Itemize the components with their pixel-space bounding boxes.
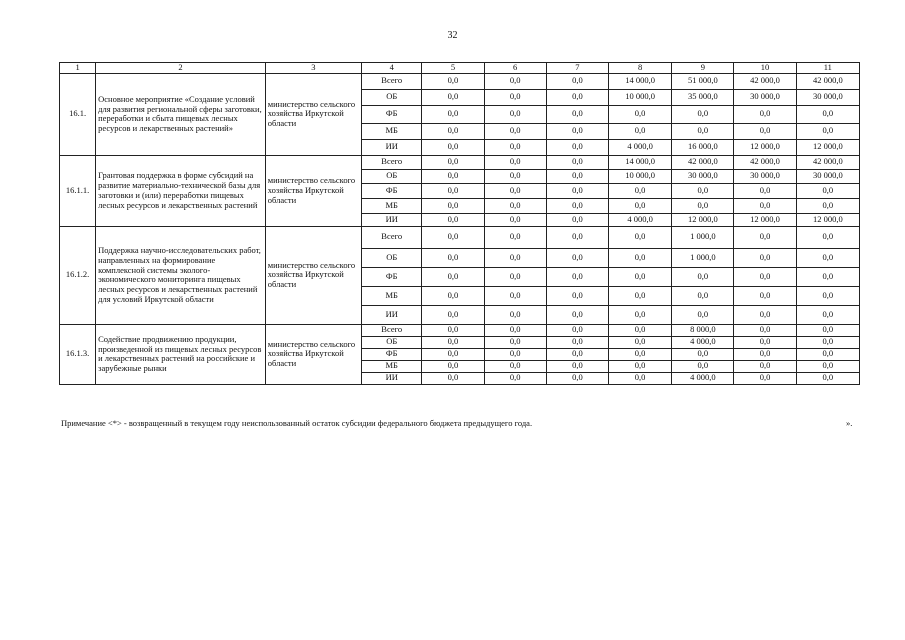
page-number: 32 (447, 30, 458, 41)
funding-value: 4 000,0 (608, 213, 671, 226)
funding-value: 0,0 (422, 372, 484, 384)
funding-value: 0,0 (734, 123, 796, 139)
funding-value: 0,0 (734, 286, 796, 305)
funding-value: 0,0 (422, 123, 484, 139)
funding-value: 35 000,0 (672, 89, 734, 105)
funding-value: 12 000,0 (796, 139, 859, 155)
funding-value: 0,0 (796, 123, 859, 139)
funding-value: 0,0 (546, 305, 608, 324)
funding-value: 0,0 (484, 105, 546, 123)
funding-value: 0,0 (484, 248, 546, 267)
funding-value: 42 000,0 (796, 155, 859, 169)
funding-value: 51 000,0 (672, 73, 734, 89)
funding-value: 0,0 (796, 248, 859, 267)
table-row (60, 324, 860, 336)
funding-value: 0,0 (734, 360, 796, 372)
funding-value: 0,0 (608, 286, 671, 305)
funding-value: 0,0 (672, 360, 734, 372)
column-header: 2 (96, 63, 266, 74)
funding-value: 0,0 (672, 286, 734, 305)
closing-quote-mark: ». (846, 418, 853, 428)
column-header: 4 (362, 63, 422, 74)
funding-value: 0,0 (608, 183, 671, 198)
funding-value: 8 000,0 (672, 324, 734, 336)
funding-value: 0,0 (608, 305, 671, 324)
funding-value: 0,0 (734, 324, 796, 336)
budget-table (59, 62, 860, 385)
funding-value: 0,0 (546, 89, 608, 105)
funding-value: 1 000,0 (672, 226, 734, 248)
funding-value: 0,0 (546, 336, 608, 348)
funding-value: 14 000,0 (608, 73, 671, 89)
funding-value: 0,0 (422, 360, 484, 372)
funding-value: 1 000,0 (672, 248, 734, 267)
funding-value: 0,0 (484, 123, 546, 139)
funding-source: МБ (362, 123, 422, 139)
funding-value: 0,0 (734, 248, 796, 267)
funding-value: 0,0 (796, 267, 859, 286)
funding-value: 4 000,0 (608, 139, 671, 155)
funding-value: 0,0 (796, 360, 859, 372)
measure-description: Основное мероприятие «Создание условий для развития региональной сферы заготовки, переработки и сбыта пищевых лесных ресурсов и лекарственных растений» (96, 73, 266, 155)
funding-value: 0,0 (546, 348, 608, 360)
funding-value: 0,0 (484, 89, 546, 105)
column-header: 9 (672, 63, 734, 74)
funding-value: 0,0 (484, 348, 546, 360)
funding-value: 0,0 (546, 169, 608, 183)
funding-value: 0,0 (484, 213, 546, 226)
funding-value: 0,0 (546, 324, 608, 336)
funding-value: 42 000,0 (796, 73, 859, 89)
funding-value: 0,0 (422, 226, 484, 248)
table-row (60, 155, 860, 169)
funding-value: 0,0 (422, 248, 484, 267)
funding-value: 0,0 (484, 372, 546, 384)
funding-value: 4 000,0 (672, 372, 734, 384)
funding-value: 0,0 (422, 73, 484, 89)
funding-source: ИИ (362, 305, 422, 324)
funding-value: 0,0 (546, 267, 608, 286)
funding-value: 0,0 (672, 183, 734, 198)
funding-value: 0,0 (422, 267, 484, 286)
funding-source: ИИ (362, 139, 422, 155)
funding-value: 0,0 (484, 169, 546, 183)
funding-value: 0,0 (546, 183, 608, 198)
measure-code: 16.1.1. (60, 155, 96, 226)
funding-value: 42 000,0 (734, 155, 796, 169)
funding-value: 0,0 (672, 123, 734, 139)
funding-source: МБ (362, 360, 422, 372)
funding-source: Всего (362, 73, 422, 89)
funding-value: 0,0 (608, 324, 671, 336)
funding-value: 0,0 (796, 336, 859, 348)
funding-source: ИИ (362, 213, 422, 226)
funding-value: 0,0 (484, 198, 546, 213)
column-header: 7 (546, 63, 608, 74)
funding-value: 0,0 (796, 286, 859, 305)
funding-value: 0,0 (796, 372, 859, 384)
funding-source: ФБ (362, 183, 422, 198)
funding-value: 0,0 (484, 286, 546, 305)
funding-value: 0,0 (608, 267, 671, 286)
funding-value: 0,0 (734, 183, 796, 198)
funding-value: 0,0 (734, 198, 796, 213)
table-body (60, 73, 860, 384)
responsible-executor: министерство сельского хозяйства Иркутской области (265, 155, 361, 226)
funding-value: 0,0 (546, 123, 608, 139)
column-header: 8 (608, 63, 671, 74)
measure-description: Грантовая поддержка в форме субсидий на развитие материально-технической базы для заготовки и (или) переработки пищевых лесных ресурсов и лекарственных растений (96, 155, 266, 226)
funding-value: 0,0 (796, 348, 859, 360)
funding-value: 10 000,0 (608, 169, 671, 183)
funding-value: 30 000,0 (796, 89, 859, 105)
funding-value: 0,0 (608, 248, 671, 267)
funding-value: 42 000,0 (672, 155, 734, 169)
funding-value: 0,0 (484, 267, 546, 286)
funding-value: 0,0 (484, 360, 546, 372)
funding-value: 0,0 (422, 336, 484, 348)
table-header (60, 63, 860, 74)
column-header: 3 (265, 63, 361, 74)
funding-value: 0,0 (672, 348, 734, 360)
funding-source: ОБ (362, 248, 422, 267)
responsible-executor: министерство сельского хозяйства Иркутской области (265, 324, 361, 384)
funding-value: 0,0 (796, 183, 859, 198)
funding-value: 42 000,0 (734, 73, 796, 89)
funding-value: 0,0 (422, 183, 484, 198)
funding-value: 0,0 (546, 248, 608, 267)
table-row (60, 73, 860, 89)
funding-value: 0,0 (734, 105, 796, 123)
funding-value: 12 000,0 (734, 139, 796, 155)
funding-value: 0,0 (422, 105, 484, 123)
column-header: 5 (422, 63, 484, 74)
funding-value: 12 000,0 (672, 213, 734, 226)
funding-value: 0,0 (608, 198, 671, 213)
funding-source: ФБ (362, 267, 422, 286)
funding-value: 0,0 (672, 267, 734, 286)
measure-code: 16.1.2. (60, 226, 96, 324)
funding-value: 0,0 (484, 226, 546, 248)
funding-value: 0,0 (734, 336, 796, 348)
funding-value: 0,0 (422, 139, 484, 155)
funding-value: 0,0 (672, 305, 734, 324)
funding-value: 0,0 (484, 324, 546, 336)
funding-value: 0,0 (422, 305, 484, 324)
funding-value: 0,0 (484, 73, 546, 89)
funding-value: 0,0 (608, 348, 671, 360)
funding-value: 0,0 (608, 336, 671, 348)
footnote: Примечание <*> - возвращенный в текущем году неиспользованный остаток субсидии федерального бюджета предыдущего года. (61, 418, 533, 428)
funding-source: МБ (362, 198, 422, 213)
funding-value: 0,0 (546, 139, 608, 155)
funding-value: 0,0 (796, 198, 859, 213)
funding-value: 0,0 (484, 139, 546, 155)
funding-value: 0,0 (796, 324, 859, 336)
funding-value: 0,0 (608, 105, 671, 123)
column-header: 11 (796, 63, 859, 74)
funding-value: 14 000,0 (608, 155, 671, 169)
funding-value: 0,0 (734, 267, 796, 286)
funding-value: 0,0 (422, 169, 484, 183)
funding-value: 0,0 (734, 305, 796, 324)
funding-value: 0,0 (546, 155, 608, 169)
funding-value: 30 000,0 (734, 89, 796, 105)
funding-source: ОБ (362, 336, 422, 348)
funding-source: Всего (362, 155, 422, 169)
funding-value: 0,0 (546, 73, 608, 89)
funding-value: 0,0 (796, 305, 859, 324)
funding-value: 0,0 (484, 336, 546, 348)
funding-value: 0,0 (608, 372, 671, 384)
funding-value: 0,0 (422, 286, 484, 305)
funding-value: 0,0 (546, 360, 608, 372)
funding-value: 0,0 (422, 213, 484, 226)
funding-source: МБ (362, 286, 422, 305)
funding-value: 0,0 (422, 348, 484, 360)
funding-value: 0,0 (796, 105, 859, 123)
funding-value: 0,0 (608, 360, 671, 372)
funding-source: ОБ (362, 89, 422, 105)
funding-value: 12 000,0 (796, 213, 859, 226)
funding-value: 30 000,0 (672, 169, 734, 183)
funding-source: Всего (362, 324, 422, 336)
funding-value: 0,0 (796, 226, 859, 248)
funding-value: 0,0 (546, 213, 608, 226)
responsible-executor: министерство сельского хозяйства Иркутской области (265, 73, 361, 155)
measure-code: 16.1. (60, 73, 96, 155)
funding-source: ИИ (362, 372, 422, 384)
funding-value: 0,0 (422, 89, 484, 105)
funding-value: 0,0 (422, 198, 484, 213)
column-header: 6 (484, 63, 546, 74)
funding-value: 0,0 (422, 324, 484, 336)
column-header: 10 (734, 63, 796, 74)
funding-value: 0,0 (546, 105, 608, 123)
funding-value: 0,0 (734, 226, 796, 248)
funding-value: 0,0 (546, 198, 608, 213)
funding-value: 0,0 (672, 105, 734, 123)
funding-value: 0,0 (546, 286, 608, 305)
responsible-executor: министерство сельского хозяйства Иркутской области (265, 226, 361, 324)
funding-value: 0,0 (484, 155, 546, 169)
funding-value: 0,0 (608, 123, 671, 139)
column-header: 1 (60, 63, 96, 74)
funding-value: 0,0 (546, 226, 608, 248)
funding-value: 12 000,0 (734, 213, 796, 226)
funding-value: 30 000,0 (796, 169, 859, 183)
funding-value: 4 000,0 (672, 336, 734, 348)
funding-value: 10 000,0 (608, 89, 671, 105)
funding-value: 0,0 (546, 372, 608, 384)
funding-source: ОБ (362, 169, 422, 183)
funding-value: 0,0 (484, 183, 546, 198)
funding-value: 30 000,0 (734, 169, 796, 183)
table-row (60, 226, 860, 248)
funding-value: 0,0 (734, 348, 796, 360)
header-row (60, 63, 860, 74)
funding-value: 0,0 (608, 226, 671, 248)
funding-value: 0,0 (422, 155, 484, 169)
funding-source: ФБ (362, 348, 422, 360)
funding-value: 0,0 (484, 305, 546, 324)
funding-value: 0,0 (734, 372, 796, 384)
funding-source: Всего (362, 226, 422, 248)
measure-code: 16.1.3. (60, 324, 96, 384)
measure-description: Поддержка научно-исследовательских работ, направленных на формирование комплексной системы эколого-экономического мониторинга пищевых лесных ресурсов и лекарственных растений для условий Иркутской области (96, 226, 266, 324)
funding-source: ФБ (362, 105, 422, 123)
funding-value: 16 000,0 (672, 139, 734, 155)
funding-value: 0,0 (672, 198, 734, 213)
measure-description: Содействие продвижению продукции, произведенной из пищевых лесных ресурсов и лекарственных растений на российские и зарубежные рынки (96, 324, 266, 384)
